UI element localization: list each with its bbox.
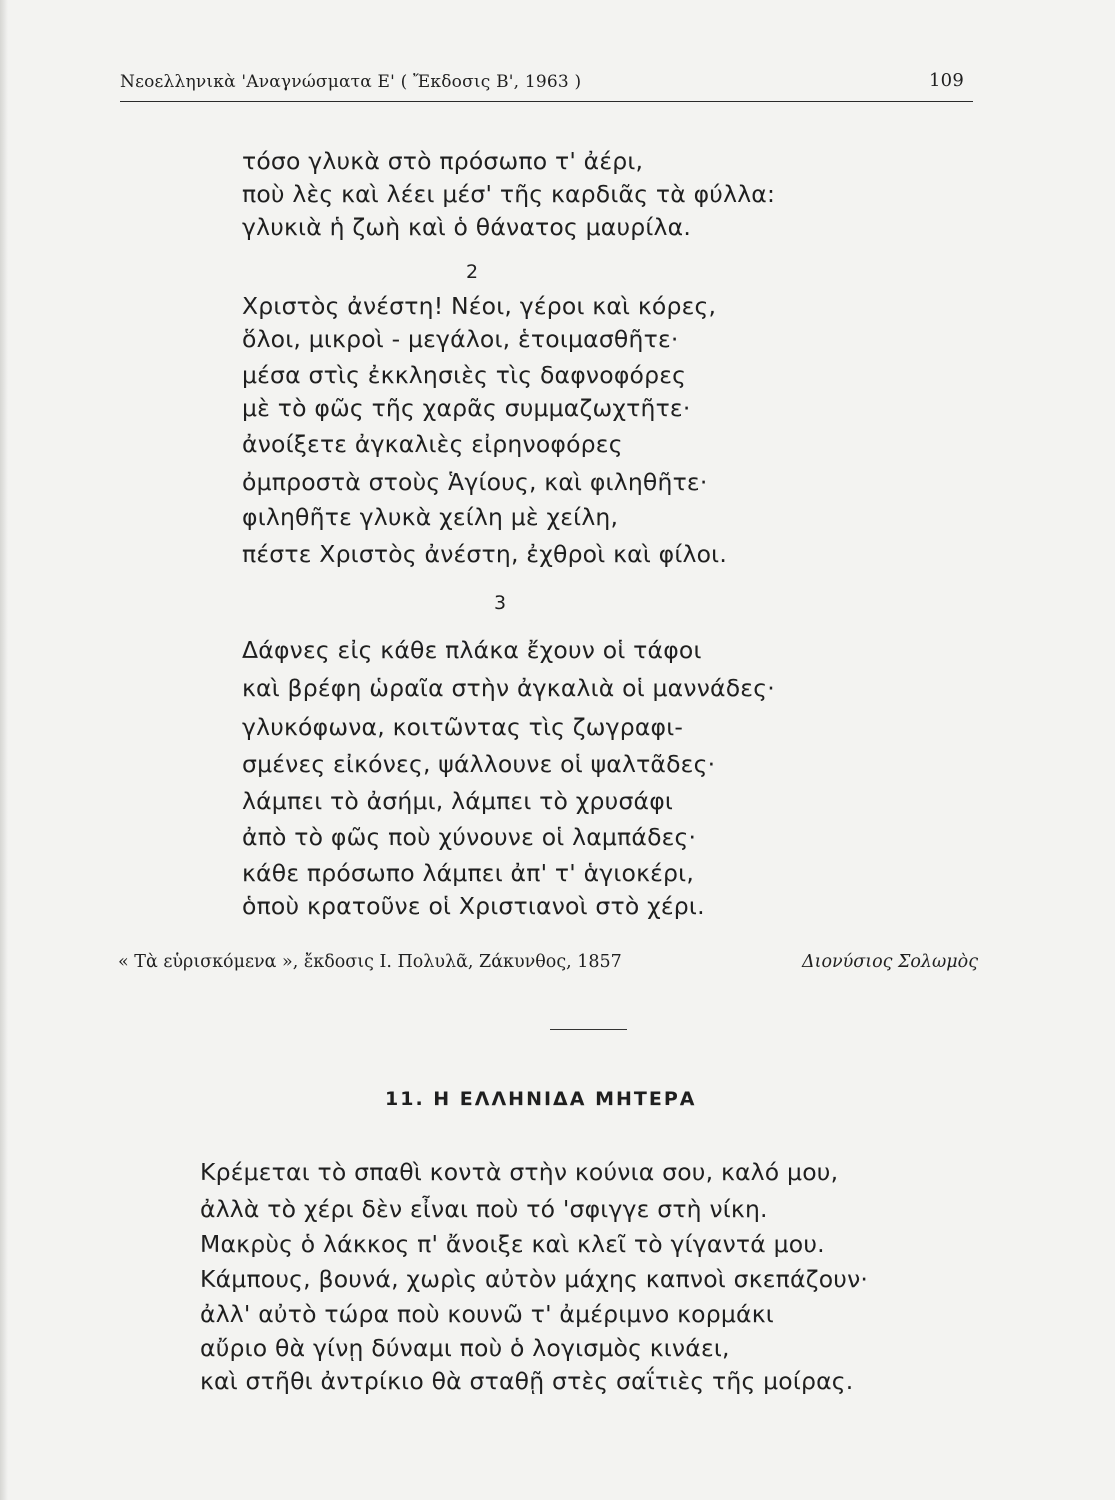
verse-line: ἀπὸ τὸ φῶς ποὺ χύνουνε οἱ λαμπάδες· — [242, 823, 697, 851]
verse-line: φιληθῆτε γλυκὰ χείλη μὲ χείλη, — [242, 503, 619, 531]
verse-line: αὔριο θὰ γίνῃ δύναμι ποὺ ὁ λογισμὸς κινάει, — [200, 1334, 730, 1362]
verse-line: γλυκιὰ ἡ ζωὴ καὶ ὁ θάνατος μαυρίλα. — [242, 213, 692, 241]
verse-line: ἀλλὰ τὸ χέρι δὲν εἶναι ποὺ τό 'σφιγγε στὴ νίκη. — [200, 1195, 768, 1223]
poem-author: Διονύσιος Σολωμὸς — [802, 952, 978, 972]
source-reference: « Τὰ εὑρισκόμενα », ἔκδοσις Ι. Πολυλᾶ, Ζάκυνθος, 1857 — [118, 952, 622, 972]
stanza-number: 2 — [466, 261, 479, 283]
verse-line: Δάφνες εἰς κάθε πλάκα ἔχουν οἱ τάφοι — [242, 636, 702, 664]
verse-line: Μακρὺς ὁ λάκκος π' ἄνοιξε καὶ κλεῖ τὸ γίγαντά μου. — [200, 1230, 825, 1258]
verse-line: ποὺ λὲς καὶ λέει μέσ' τῆς καρδιᾶς τὰ φύλλα: — [242, 180, 776, 208]
running-header — [120, 72, 970, 102]
section-title: 11. Η ΕΛΛΗΝΙΔΑ ΜΗΤΕΡΑ — [385, 1088, 697, 1110]
verse-line: ὁποὺ κρατοῦνε οἱ Χριστιανοὶ στὸ χέρι. — [242, 892, 705, 920]
verse-line: καὶ βρέφη ὡραῖα στὴν ἀγκαλιὰ οἱ μαννάδες· — [242, 674, 775, 702]
verse-line: ἀλλ' αὐτὸ τώρα ποὺ κουνῶ τ' ἀμέριμνο κορμάκι — [200, 1300, 774, 1328]
verse-line: Κρέμεται τὸ σπαθὶ κοντὰ στὴν κούνια σου, καλό μου, — [200, 1158, 839, 1186]
verse-line: κάθε πρόσωπο λάμπει ἀπ' τ' ἁγιοκέρι, — [242, 859, 694, 887]
header-title: Νεοελληνικὰ 'Αναγνώσματα Ε' ( Ἔκδοσις Β', 1963 ) — [120, 72, 582, 92]
verse-line: πέστε Χριστὸς ἀνέστη, ἐχθροὶ καὶ φίλοι. — [242, 540, 728, 568]
verse-line: ὀμπροστὰ στοὺς Ἁγίους, καὶ φιληθῆτε· — [242, 468, 708, 496]
verse-line: μέσα στὶς ἐκκλησιὲς τὶς δαφνοφόρες — [242, 361, 687, 389]
verse-line: γλυκόφωνα, κοιτῶντας τὶς ζωγραφι- — [242, 713, 684, 741]
verse-line: καὶ στῆθι ἀντρίκιο θὰ σταθῇ στὲς σαΐτιὲς τῆς μοίρας. — [200, 1367, 854, 1395]
verse-line: ἀνοίξετε ἀγκαλιὲς εἰρηνοφόρες — [242, 430, 623, 458]
source-citation — [118, 952, 978, 980]
section-divider — [550, 1029, 627, 1030]
verse-line: Χριστὸς ἀνέστη! Νέοι, γέροι καὶ κόρες, — [242, 292, 717, 320]
page-number: 109 — [929, 70, 964, 91]
verse-line: Κάμπους, βουνά, χωρὶς αὐτὸν μάχης καπνοὶ σκεπάζουν· — [200, 1265, 869, 1293]
verse-line: μὲ τὸ φῶς τῆς χαρᾶς συμμαζωχτῆτε· — [242, 394, 691, 422]
verse-line: τόσο γλυκὰ στὸ πρόσωπο τ' ἀέρι, — [242, 147, 644, 175]
stanza-number: 3 — [494, 592, 507, 614]
page-edge-shadow — [0, 0, 8, 1500]
verse-line: λάμπει τὸ ἀσήμι, λάμπει τὸ χρυσάφι — [242, 787, 674, 815]
verse-line: ὅλοι, μικροὶ - μεγάλοι, ἑτοιμασθῆτε· — [242, 325, 679, 353]
verse-line: σμένες εἰκόνες, ψάλλουνε οἱ ψαλτᾶδες· — [242, 750, 716, 778]
header-rule — [120, 101, 973, 102]
